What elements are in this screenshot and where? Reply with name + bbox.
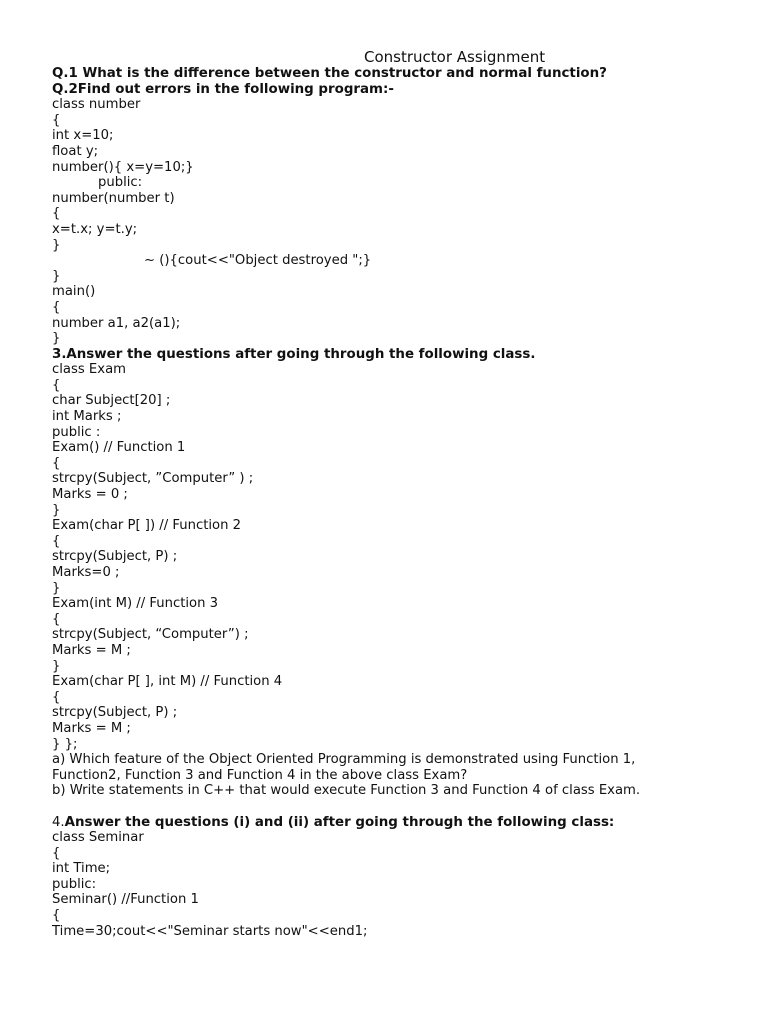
code-line: class number: [52, 97, 141, 113]
blank-line: [52, 799, 752, 815]
code-line: {: [52, 112, 61, 128]
code-block-seminar-class: [52, 830, 752, 939]
code-line: }: [52, 331, 61, 347]
code-line: }: [52, 658, 61, 674]
code-line: Marks = 0 ;: [52, 487, 128, 503]
code-line: public :: [52, 424, 101, 440]
question-1: Q.1 What is the difference between the constructor and normal function?: [52, 66, 607, 81]
question-4-text: Answer the questions (i) and (ii) after going through the following class:: [64, 814, 615, 830]
code-line: int Time;: [52, 861, 111, 877]
code-line: {: [52, 845, 61, 861]
code-line: Marks=0 ;: [52, 565, 120, 580]
code-line: Exam(char P[ ], int M) // Function 4: [52, 674, 283, 690]
code-line: }: [52, 268, 61, 284]
code-line: number(number t): [52, 190, 175, 206]
code-line: {: [52, 689, 61, 705]
code-line: Exam() // Function 1: [52, 440, 186, 456]
code-line: Exam(char P[ ]) // Function 2: [52, 518, 242, 534]
document-body: [52, 66, 752, 939]
code-line: int x=10;: [52, 128, 114, 144]
code-line: }: [52, 502, 61, 518]
code-line: {: [52, 611, 61, 627]
code-block-exam-class: [52, 362, 752, 752]
code-line: {: [52, 299, 61, 315]
code-line: char Subject[20] ;: [52, 393, 171, 409]
code-block-number-class: [52, 97, 752, 347]
code-line: {: [52, 455, 61, 471]
code-line: ~ (){cout<<"Object destroyed ";}: [144, 253, 372, 269]
code-line: main(): [52, 284, 96, 300]
code-line: strcpy(Subject, P) ;: [52, 705, 178, 721]
question-3b: b) Write statements in C++ that would execute Function 3 and Function 4 of class Exam.: [52, 783, 641, 799]
code-line: }: [52, 237, 61, 253]
code-line: {: [52, 206, 61, 222]
code-line: strcpy(Subject, ”Computer” ) ;: [52, 471, 254, 487]
question-3: 3.Answer the questions after going through the following class.: [52, 346, 536, 362]
code-line: Seminar() //Function 1: [52, 892, 199, 908]
code-line: class Exam: [52, 362, 126, 378]
code-line: Time=30;cout<<"Seminar starts now"<<end1;: [52, 923, 368, 939]
question-3a-line-1: a) Which feature of the Object Oriented Programming is demonstrated using Function 1,: [52, 752, 636, 768]
code-line: Marks = M ;: [52, 720, 131, 736]
code-line: class Seminar: [52, 830, 144, 846]
code-line: Marks = M ;: [52, 642, 131, 658]
code-line: public:: [52, 876, 97, 892]
code-line: } };: [52, 736, 78, 752]
code-line: Exam(int M) // Function 3: [52, 596, 219, 612]
code-line: number(){ x=y=10;}: [52, 159, 194, 175]
code-line: number a1, a2(a1);: [52, 315, 181, 331]
question-4-number: 4.: [52, 814, 65, 830]
code-line: public:: [98, 175, 143, 191]
code-line: {: [52, 377, 61, 393]
code-line: x=t.x; y=t.y;: [52, 221, 138, 237]
code-line: int Marks ;: [52, 409, 122, 425]
code-line: float y;: [52, 143, 99, 159]
page-title: Constructor Assignment: [364, 48, 546, 66]
question-3a-line-2: Function2, Function 3 and Function 4 in the above class Exam?: [52, 767, 468, 783]
question-2: Q.2Find out errors in the following program:-: [52, 81, 394, 97]
code-line: strcpy(Subject, “Computer”) ;: [52, 627, 249, 643]
code-line: }: [52, 580, 61, 596]
code-line: strcpy(Subject, P) ;: [52, 549, 178, 565]
code-line: {: [52, 908, 61, 924]
question-4: [52, 815, 752, 831]
code-line: {: [52, 533, 61, 549]
